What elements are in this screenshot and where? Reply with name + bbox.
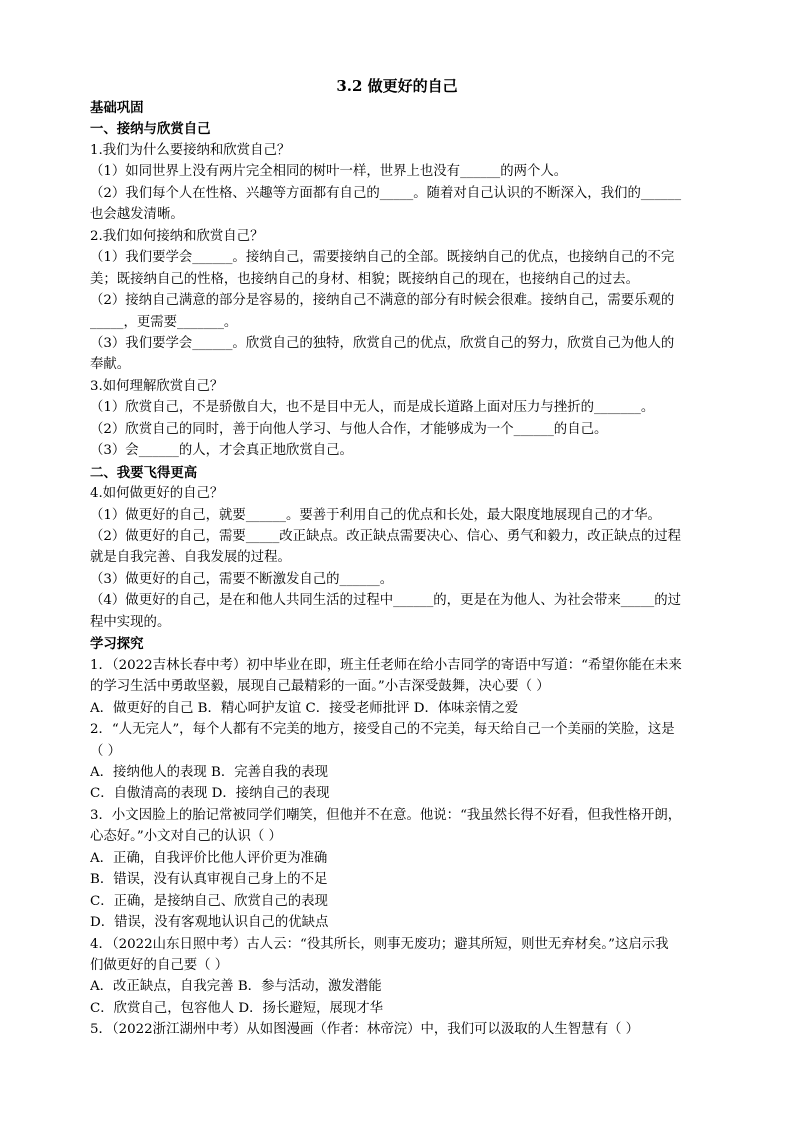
text-line: C．欣赏自己，包容他人 D．扬长避短，展现才华 — [90, 1000, 384, 1016]
text-line: 5．（2022浙江湖州中考）从如图漫画（作者：林帝浣）中，我们可以汲取的人生智慧有（ ） — [90, 1022, 639, 1038]
text-line: （3）我们要学会______。欣赏自己的独特，欣赏自己的优点，欣赏自己的努力，欣赏自己为他人的 — [90, 335, 675, 351]
text-line: （1）如同世界上没有两片完全相同的树叶一样，世界上也没有______的两个人。 — [90, 164, 568, 180]
text-line: （2）接纳自己满意的部分是容易的，接纳自己不满意的部分有时候会很难。接纳自己，需要乐观的 — [90, 293, 675, 309]
text-line: 程中实现的。 — [90, 614, 171, 630]
text-line: 也会越发清晰。 — [90, 207, 184, 223]
text-line: 3．小文因脸上的胎记常被同学们嘲笑，但他并不在意。他说：“我虽然长得不好看，但我性格开朗， — [90, 807, 682, 823]
text-line: （4）做更好的自己，是在和他人共同生活的过程中______的，更是在为他人、为社会带来_____的过 — [90, 593, 682, 609]
text-line: （ ） — [90, 743, 122, 759]
text-line: 美；既接纳自己的性格，也接纳自己的身材、相貌；既接纳自己的现在，也接纳自己的过去。 — [90, 271, 640, 287]
text-line: _____，更需要_______。 — [90, 314, 238, 330]
text-line: 奉献。 — [90, 357, 131, 373]
section-heading: 学习探究 — [90, 636, 144, 653]
text-line: A．正确，自我评价比他人评价更为准确 — [90, 850, 328, 866]
text-line: 4.如何做更好的自己？ — [90, 486, 224, 502]
text-line: 心态好。”小文对自己的认识（ ） — [90, 829, 282, 845]
text-line: 的学习生活中勇敢坚毅，展现自己最精彩的一面。”小吉深受鼓舞，决心要（ ） — [90, 679, 550, 695]
text-line: A．接纳他人的表现 B．完善自我的表现 — [90, 764, 329, 780]
text-line: D．错误，没有客观地认识自己的优缺点 — [90, 915, 329, 931]
text-line: （2）我们每个人在性格、兴趣等方面都有自己的_____。随着对自己认识的不断深入，我们的______ — [90, 185, 682, 201]
text-line: 3.如何理解欣赏自己？ — [90, 378, 224, 394]
text-line: 就是自我完善、自我发展的过程。 — [90, 550, 291, 566]
text-line: B．错误，没有认真审视自己身上的不足 — [90, 872, 328, 888]
text-line: 1.我们为什么要接纳和欣赏自己？ — [90, 142, 291, 158]
text-line: 1．（2022吉林长春中考）初中毕业在即，班主任老师在给小吉同学的寄语中写道：“希望你能在未来 — [90, 657, 682, 673]
text-line: （1）欣赏自己，不是骄傲自大，也不是目中无人，而是成长道路上面对压力与挫折的_______。 — [90, 400, 655, 416]
text-line: （1）做更好的自己，就要______。要善于利用自己的优点和长处，最大限度地展现自己的才华。 — [90, 507, 661, 523]
text-line: A．改正缺点，自我完善 B．参与活动，激发潜能 — [90, 979, 382, 995]
text-line: 4．（2022山东日照中考）古人云：“役其所长，则事无废功；避其所短，则世无弃材矣。”这启示我 — [90, 936, 669, 952]
section-heading: 基础巩固 — [90, 100, 144, 116]
text-line: （2）欣赏自己的同时，善于向他人学习、与他人合作，才能够成为一个______的自己。 — [90, 421, 608, 437]
text-line: （3）做更好的自己，需要不断激发自己的______。 — [90, 571, 394, 587]
section-heading: 二、我要飞得更高 — [90, 464, 198, 481]
text-line: 们做更好的自己要（ ） — [90, 958, 229, 973]
text-line: （1）我们要学会______。接纳自己，需要接纳自己的全部。既接纳自己的优点，也接纳自己的不完 — [90, 250, 675, 266]
text-line: 2.我们如何接纳和欣赏自己？ — [90, 228, 264, 244]
text-line: （3）会______的人，才会真正地欣赏自己。 — [90, 443, 353, 459]
section-heading: 一、接纳与欣赏自己 — [90, 121, 211, 138]
text-line: A．做更好的自己 B．精心呵护友谊 C．接受老师批评 D．体味亲情之爱 — [90, 700, 519, 716]
text-line: C．正确，是接纳自己、欣赏自己的表现 — [90, 893, 328, 909]
text-line: （2）做更好的自己，需要_____改正缺点。改正缺点需要决心、信心、勇气和毅力，改正缺点的过程 — [90, 529, 682, 544]
text-line: C．自傲清高的表现 D．接纳自己的表现 — [90, 786, 330, 802]
page-title: 3.2 做更好的自己 — [336, 77, 458, 95]
text-line: 2．“人无完人”，每个人都有不完美的地方，接受自己的不完美，每天给自己一个美丽的笑脸，这是 — [90, 722, 675, 738]
